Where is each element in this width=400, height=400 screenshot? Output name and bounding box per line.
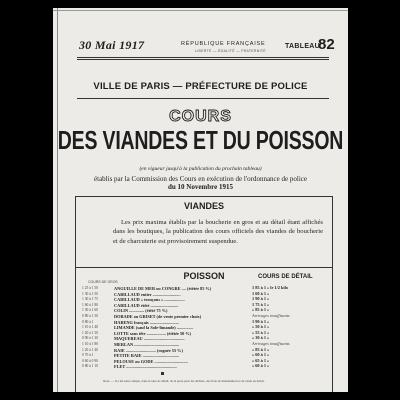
detail-price-column: [252, 285, 328, 369]
poster-date: 30 Mai 1917: [79, 38, 145, 52]
fish-list: [114, 286, 234, 370]
fish-item: CABILLAUD étêté ..........................: [114, 302, 179, 308]
authority-heading: VILLE DE PARIS — PRÉFECTURE DE POLICE: [93, 81, 308, 92]
tableau-number: 82: [318, 36, 335, 53]
fish-item: CABILLAUD « tronçons » ...................: [114, 297, 185, 303]
section-rule: [77, 98, 329, 99]
detail-price: » 50 à 1 »: [252, 324, 270, 330]
detail-price: » 85 à 1 »: [252, 346, 270, 352]
gros-price: 1 20 à 1 40: [82, 347, 98, 352]
gros-price: 1 30 à 1 50: [82, 291, 98, 296]
price-table-box: [75, 196, 333, 392]
box-divider: [76, 267, 332, 268]
poisson-heading: POISSON: [183, 271, 225, 281]
fish-item: PETITE RAIE ..................................: [114, 353, 180, 359]
detail-price: 1 85 à 1 » le 1/2 kilo: [252, 285, 288, 290]
gros-price: 1 10 à 1 80: [82, 341, 98, 346]
fish-item: RAIE ............................ (rognée 55 %): [114, 347, 183, 353]
detail-price: 1 90 à 1 »: [252, 296, 270, 302]
fish-item: MERLAN ..........................................: [114, 341, 180, 347]
detail-price: 1 60 à 1 »: [252, 290, 270, 296]
detail-label: COURS DE DÉTAIL: [258, 274, 313, 280]
title-cours: COURS: [169, 108, 232, 125]
fish-item: PELOUSE ou GODE ...............................: [114, 358, 188, 364]
footnote-mark: [161, 372, 164, 375]
header-rule: [77, 59, 329, 60]
detail-price: » 60 à 1 »: [252, 363, 270, 369]
fish-item: COLIN .............. (étêté 75 %): [114, 308, 168, 314]
detail-price: Arrivages insuffisants: [252, 340, 290, 346]
gros-price: 0 80 à 1 50: [82, 313, 98, 318]
tableau-label: TABLEAU: [285, 43, 321, 50]
gros-price: 1 10 à 1 40: [82, 325, 98, 330]
detail-price: » 65 à 1 »: [252, 357, 270, 363]
fish-item: ANGUILLE DE MER ou CONGRE .... (étêtée 85 %): [114, 286, 212, 291]
gros-price: 1 20 à 1 50: [82, 330, 98, 335]
gros-price: 0 80 à 1 10: [82, 364, 98, 369]
validity-note: (en vigueur jusqu'à la publication du prochain tableau): [139, 166, 262, 172]
frame-line: [57, 8, 58, 392]
commission-line: établis par la Commission des Cours en exécution de l'ordonnance de police: [94, 175, 307, 183]
gros-label: COURS DE GROS: [88, 280, 118, 284]
detail-price: Arrivages insuffisants: [252, 312, 290, 318]
header-rule: [77, 57, 329, 58]
detail-price: 1 90 à 1 »: [252, 318, 270, 324]
main-title: DES VIANDES ET DU POISSON: [57, 126, 344, 156]
gros-price: 1 25 à 1 50: [82, 286, 98, 290]
fish-item: LIMANDE (sauf la Sole-limande) ...............: [114, 325, 193, 331]
frame-line: [53, 10, 348, 11]
viandes-text: Les prix maxima établis par la boucherie en gros et au détail étant affichés dans les boutiques, la publication des cours officiels des viandes de boucherie et de charcuterie est provisoirement suspendue.: [113, 219, 323, 245]
detail-price: » 60 à 1 »: [252, 352, 270, 358]
gros-price: 0 70 à 1: [82, 353, 94, 358]
detail-price: » 85 à 1 »: [252, 307, 270, 313]
detail-price: » 55 à 1 »: [252, 329, 270, 335]
detail-price: 1 75 à 1 »: [252, 301, 270, 307]
gros-price: 1 30 à 1 60: [82, 308, 98, 313]
fish-item: FLET ...............................................: [114, 364, 177, 370]
republic-motto: LIBERTÉ — ÉGALITÉ — FRATERNITÉ: [195, 49, 266, 53]
poster-sheet: [53, 8, 348, 392]
gros-price: 0 60 à 0 90: [82, 358, 98, 363]
fish-item: LOTTE sans tête .................. (étêtée 50 %): [114, 330, 192, 336]
republic-heading: RÉPUBLIQUE FRANÇAISE: [181, 41, 266, 47]
fish-item: DORADE ou GRISET (de vente premier choix): [114, 313, 202, 319]
gros-price-column: [82, 286, 116, 370]
gros-price: 0 80 à 1: [82, 319, 94, 324]
commission-note: [53, 175, 348, 191]
detail-price: » 30 à 1 »: [252, 335, 270, 341]
fish-item: HARENG français ...........................: [114, 319, 179, 325]
viandes-heading: VIANDES: [183, 201, 224, 211]
commission-date: du 10 Novembre 1915: [167, 183, 233, 191]
fish-item: CABILLAUD entier ..........................: [114, 291, 181, 297]
footnote: Nota. — Il a été tenu compte, dans le taux de détail, de la perte pour les déchets, des frais de manutention et de vente en détail.: [103, 379, 265, 383]
gros-price: 0 90 à 1 30: [82, 336, 98, 341]
fish-item: MAQUEREAU ......................................: [114, 336, 185, 342]
gros-price: 1 30 à 1 75: [82, 297, 98, 302]
gros-price: 1 60 à 1 80: [82, 302, 98, 307]
